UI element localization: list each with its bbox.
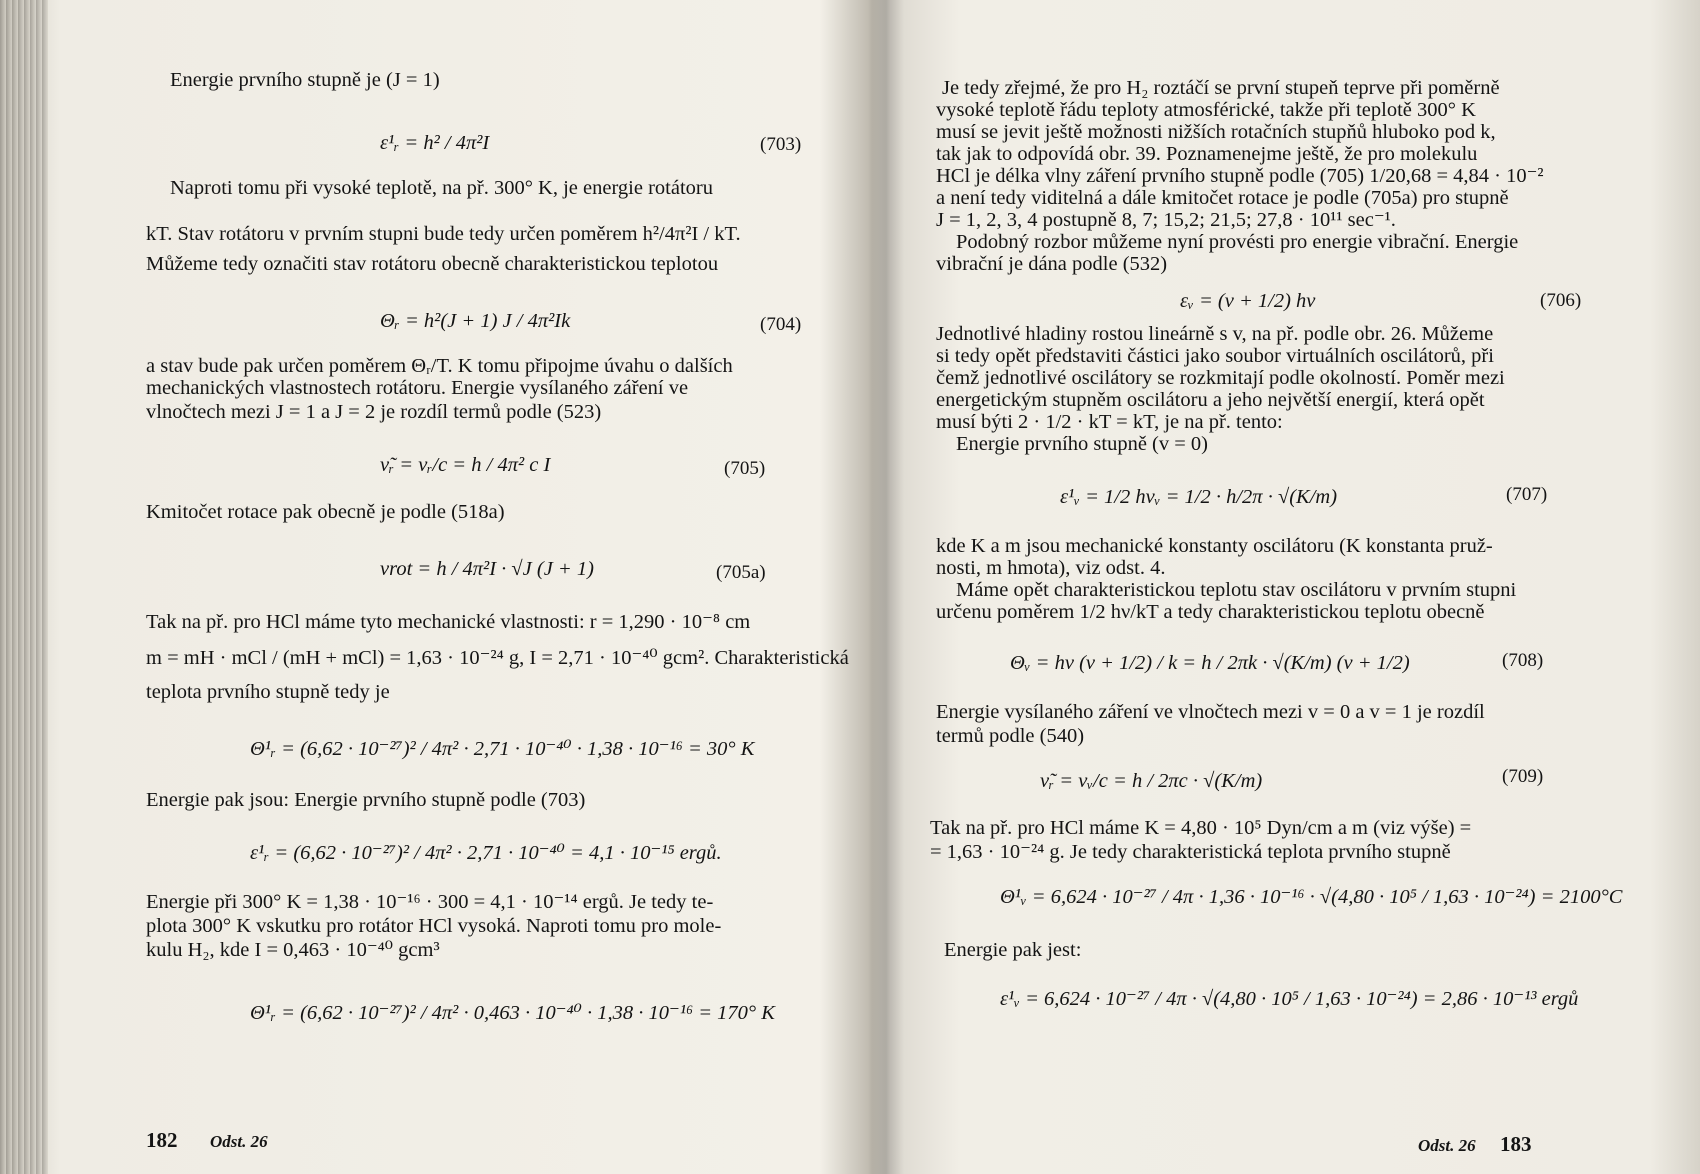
text-line: musí býti 2 · 1/2 · kT = kT, je na př. tento: — [936, 411, 1283, 433]
text-line: Máme opět charakteristickou teplotu stav oscilátoru v prvním stupni — [956, 579, 1517, 601]
equation-706: εᵥ = (v + 1/2) hν — [1180, 290, 1316, 312]
equation-number: (706) — [1540, 290, 1582, 311]
text-line: Energie prvního stupně (v = 0) — [956, 433, 1209, 455]
equation-707: ε¹ᵥ = 1/2 hνᵥ = 1/2 · h/2π · √(K/m) — [1060, 486, 1338, 508]
right-page — [930, 0, 1623, 1174]
text-line: nosti, m hmota), viz odst. 4. — [936, 557, 1166, 579]
text-line: energetickým stupněm oscilátoru a jeho největší energií, která opět — [936, 389, 1485, 411]
equation-epsilon-v-hcl: ε¹ᵥ = 6,624 · 10⁻²⁷ / 4π · √(4,80 · 10⁵ / 1,63 · 10⁻²⁴) = 2,86 · 10⁻¹³ ergů — [1000, 988, 1579, 1010]
equation-number: (705) — [724, 458, 766, 479]
equation-number: (703) — [760, 134, 802, 155]
text-line: Naproti tomu při vysoké teplotě, na př. 300° K, je energie rotátoru — [170, 177, 713, 199]
text-line: a není tedy viditelná a dále kmitočet rotace je podle (705a) pro stupně — [936, 187, 1509, 209]
text-line: určenu poměrem 1/2 hν/kT a tedy charakteristickou teplotu obecně — [936, 601, 1485, 623]
equation-theta-r-hcl: Θ¹ᵣ = (6,62 · 10⁻²⁷)² / 4π² · 2,71 · 10⁻⁴⁰ · 1,38 · 10⁻¹⁶ = 30° K — [250, 738, 755, 760]
text-line: Tak na př. pro HCl máme K = 4,80 · 10⁵ Dyn/cm a m (viz výše) = — [930, 817, 1472, 839]
equation-number: (704) — [760, 314, 802, 335]
equation-number: (709) — [1502, 766, 1544, 787]
text-line: Můžeme tedy označiti stav rotátoru obecně charakteristickou teplotou — [146, 253, 719, 275]
text-line: tak jak to odpovídá obr. 39. Poznamenejme ještě, že pro molekulu — [936, 143, 1478, 165]
running-head: Odst. 26 — [1418, 1136, 1476, 1155]
text-line: vlnočtech mezi J = 1 a J = 2 je rozdíl termů podle (523) — [146, 401, 602, 423]
text-line: kulu H₂, kde I = 0,463 · 10⁻⁴⁰ gcm³ — [146, 939, 440, 961]
left-page — [140, 0, 849, 1174]
equation-number: (708) — [1502, 650, 1544, 671]
text-line: Energie prvního stupně je (J = 1) — [170, 69, 440, 91]
text-line: HCl je délka vlny záření prvního stupně podle (705) 1/20,68 = 4,84 · 10⁻² — [936, 165, 1544, 187]
text-line: musí se jevit ještě možnosti nižších rotačních stupňů hluboko pod k, — [936, 121, 1496, 143]
text-line: Energie při 300° K = 1,38 · 10⁻¹⁶ · 300 = 4,1 · 10⁻¹⁴ ergů. Je tedy te- — [146, 891, 714, 913]
equation-number: (707) — [1506, 484, 1548, 505]
equation-704: Θᵣ = h²(J + 1) J / 4π²Ik — [380, 310, 571, 332]
text-line: m = mH · mCl / (mH + mCl) = 1,63 · 10⁻²⁴ g, I = 2,71 · 10⁻⁴⁰ gcm². Charakteristická — [146, 647, 849, 669]
page-number: 182 — [146, 1128, 178, 1152]
text-line: teplota prvního stupně tedy je — [146, 681, 390, 703]
text-line: Energie pak jest: — [944, 939, 1082, 961]
text-line: kT. Stav rotátoru v prvním stupni bude tedy určen poměrem h²/4π²I / kT. — [146, 223, 741, 245]
book-binding-edge — [0, 0, 48, 1174]
text-line: čemž jednotlivé oscilátory se rozkmitají podle okolností. Poměr mezi — [936, 367, 1505, 389]
text-line: Tak na př. pro HCl máme tyto mechanické vlastnosti: r = 1,290 · 10⁻⁸ cm — [146, 611, 751, 633]
book-gutter — [868, 0, 904, 1174]
text-line: Energie pak jsou: Energie prvního stupně podle (703) — [146, 789, 586, 811]
equation-epsilon-r-hcl: ε¹ᵣ = (6,62 · 10⁻²⁷)² / 4π² · 2,71 · 10⁻⁴⁰ = 4,1 · 10⁻¹⁵ ergů. — [250, 842, 722, 864]
equation-705: ν̃ᵣ = νᵣ/c = h / 4π² c I — [380, 454, 551, 476]
text-line: = 1,63 · 10⁻²⁴ g. Je tedy charakteristická teplota prvního stupně — [930, 841, 1451, 863]
text-line: a stav bude pak určen poměrem Θᵣ/T. K tomu připojme úvahu o dalších — [146, 355, 733, 377]
text-line: Podobný rozbor můžeme nyní provésti pro energie vibrační. Energie — [956, 231, 1519, 253]
equation-theta-r-h2: Θ¹ᵣ = (6,62 · 10⁻²⁷)² / 4π² · 0,463 · 10⁻⁴⁰ · 1,38 · 10⁻¹⁶ = 170° K — [250, 1002, 775, 1024]
page-number: 183 — [1500, 1132, 1532, 1156]
text-line: plota 300° K vskutku pro rotátor HCl vysoká. Naproti tomu pro mole- — [146, 915, 722, 937]
running-head: Odst. 26 — [210, 1132, 268, 1151]
equation-theta-v-hcl: Θ¹ᵥ = 6,624 · 10⁻²⁷ / 4π · 1,36 · 10⁻¹⁶ · √(4,80 · 10⁵ / 1,63 · 10⁻²⁴) = 2100°C — [1000, 886, 1623, 908]
equation-703: ε¹ᵣ = h² / 4π²I — [380, 132, 490, 154]
text-line: kde K a m jsou mechanické konstanty oscilátoru (K konstanta pruž- — [936, 535, 1493, 557]
text-line: Kmitočet rotace pak obecně je podle (518a) — [146, 501, 505, 523]
equation-709: ν̃ᵣ = νᵥ/c = h / 2πc · √(K/m) — [1040, 770, 1263, 792]
equation-number: (705a) — [716, 562, 766, 583]
text-line: vibrační je dána podle (532) — [936, 253, 1168, 275]
equation-705a: νrot = h / 4π²I · √J (J + 1) — [380, 558, 594, 580]
text-line: termů podle (540) — [936, 725, 1085, 747]
text-line: Je tedy zřejmé, že pro H₂ roztáčí se první stupeň teprve při poměrně — [942, 77, 1500, 99]
text-line: Jednotlivé hladiny rostou lineárně s v, na př. podle obr. 26. Můžeme — [936, 323, 1494, 345]
text-line: J = 1, 2, 3, 4 postupně 8, 7; 15,2; 21,5; 27,8 · 10¹¹ sec⁻¹. — [936, 209, 1396, 231]
text-line: si tedy opět představiti částici jako soubor virtuálních oscilátorů, při — [936, 345, 1494, 367]
text-line: vysoké teplotě řádu teploty atmosférické, takže při teplotě 300° K — [936, 99, 1476, 121]
text-line: mechanických vlastnostech rotátoru. Energie vysílaného záření ve — [146, 377, 689, 399]
text-line: Energie vysílaného záření ve vlnočtech mezi v = 0 a v = 1 je rozdíl — [936, 701, 1485, 723]
equation-708: Θᵥ = hν (v + 1/2) / k = h / 2πk · √(K/m) (v + 1/2) — [1010, 652, 1410, 674]
